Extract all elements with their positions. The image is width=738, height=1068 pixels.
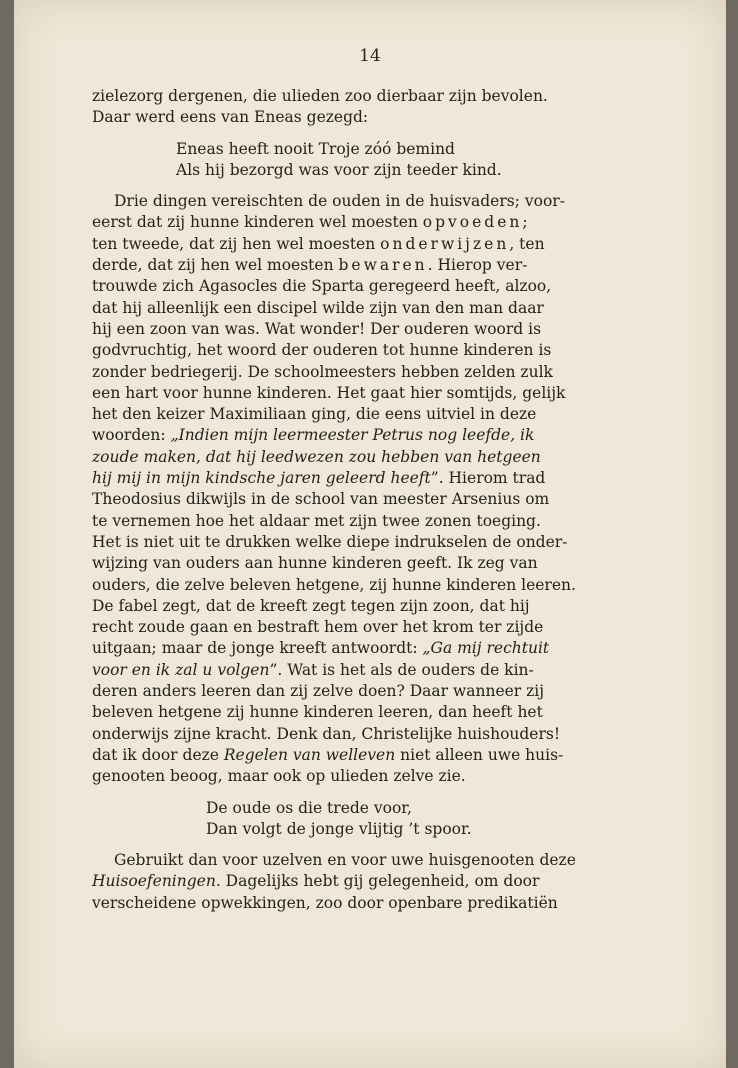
paragraph-start: Drie dingen vereischten de ouden in de huisvaders; voor- (114, 192, 565, 211)
text-line: Het is niet uit te drukken welke diepe indrukselen de onder- (92, 532, 568, 551)
spaced-word: onderwijzen (380, 234, 510, 253)
text-line: recht zoude gaan en bestraft hem over het krom ter zijde (92, 618, 544, 637)
text-line: woorden: „Indien mijn leermeester Petrus nog leefde, ik (92, 426, 535, 445)
text-line: genooten beoog, maar ook op ulieden zelve zie. (92, 767, 466, 786)
verse-line: Dan volgt de jonge vlijtig ’t spoor. (206, 819, 472, 838)
text-line: beleven hetgene zij hunne kinderen leeren, dan heeft het (92, 703, 543, 722)
italic-quote: zoude maken, dat hij leedwezen zou hebben van hetgeen (92, 447, 541, 466)
text-line: godvruchtig, het woord der ouderen tot hunne kinderen is (92, 341, 552, 360)
text-line: ouders, die zelve beleven hetgene, zij hunne kinderen leeren. (92, 575, 576, 594)
italic-quote: „Ga mij rechtuit (422, 639, 550, 658)
page-number: 14 (359, 46, 381, 66)
italic-quote: „Indien mijn leermeester Petrus nog leefde, ik (170, 426, 535, 445)
spaced-word: opvoeden (422, 213, 523, 232)
page-text (92, 86, 668, 914)
text-line: Huisoefeningen. Dagelijks hebt gij gelegenheid, om door (92, 872, 540, 891)
text-line: een hart voor hunne kinderen. Het gaat hier somtijds, gelijk (92, 383, 566, 402)
text-line: te vernemen hoe het aldaar met zijn twee zonen toeging. (92, 511, 541, 530)
text-line: dat hij alleenlijk een discipel wilde zijn van den man daar (92, 298, 544, 317)
text-line: ten tweede, dat zij hen wel moesten onderwijzen, ten (92, 234, 545, 253)
italic-quote: hij mij in mijn kindsche jaren geleerd heeft (92, 469, 431, 488)
text-line: het den keizer Maximiliaan ging, die eens uitviel in deze (92, 405, 537, 424)
italic-title: Huisoefeningen (92, 872, 216, 891)
text-line: hij mij in mijn kindsche jaren geleerd heeft”. Hierom trad (92, 469, 546, 488)
text-line: onderwijs zijne kracht. Denk dan, Christelijke huishouders! (92, 724, 561, 743)
italic-title: Regelen van welleven (223, 745, 396, 764)
verse-line: Als hij bezorgd was voor zijn teeder kind. (176, 160, 502, 179)
text-line: De fabel zegt, dat de kreeft zegt tegen zijn zoon, dat hij (92, 596, 530, 615)
italic-quote: voor en ik zal u volgen (92, 660, 270, 679)
text-line: Theodosius dikwijls in de school van meester Arsenius om (92, 490, 550, 509)
text-line: derde, dat zij hen wel moesten bewaren. Hierop ver- (92, 256, 528, 275)
text-line: zonder bedriegerij. De schoolmeesters hebben zelden zulk (92, 362, 553, 381)
text-line: dat ik door deze Regelen van welleven niet alleen uwe huis- (92, 745, 564, 764)
paragraph-start: Gebruikt dan voor uzelven en voor uwe huisgenooten deze (114, 851, 576, 870)
text-line: uitgaan; maar de jonge kreeft antwoordt: „Ga mij rechtuit (92, 639, 550, 658)
verse-line: Eneas heeft nooit Troje zóó bemind (176, 139, 455, 158)
text-line: Daar werd eens van Eneas gezegd: (92, 108, 369, 127)
text-line: hij een zoon van was. Wat wonder! Der ouderen woord is (92, 319, 542, 338)
text-line: eerst dat zij hunne kinderen wel moesten opvoeden; (92, 213, 528, 232)
book-page (14, 0, 726, 1068)
text-line: trouwde zich Agasocles die Sparta geregeerd heeft, alzoo, (92, 277, 552, 296)
text-line: voor en ik zal u volgen”. Wat is het als de ouders de kin- (92, 660, 534, 679)
verse-line: De oude os die trede voor, (206, 798, 412, 817)
spaced-word: bewaren (338, 256, 428, 275)
text-line: wijzing van ouders aan hunne kinderen geeft. Ik zeg van (92, 554, 538, 573)
text-line: zielezorg dergenen, die ulieden zoo dierbaar zijn bevolen. (92, 87, 548, 105)
text-line: verscheidene opwekkingen, zoo door openbare predikatiën (92, 893, 558, 912)
text-line: deren anders leeren dan zij zelve doen? Daar wanneer zij (92, 682, 545, 701)
